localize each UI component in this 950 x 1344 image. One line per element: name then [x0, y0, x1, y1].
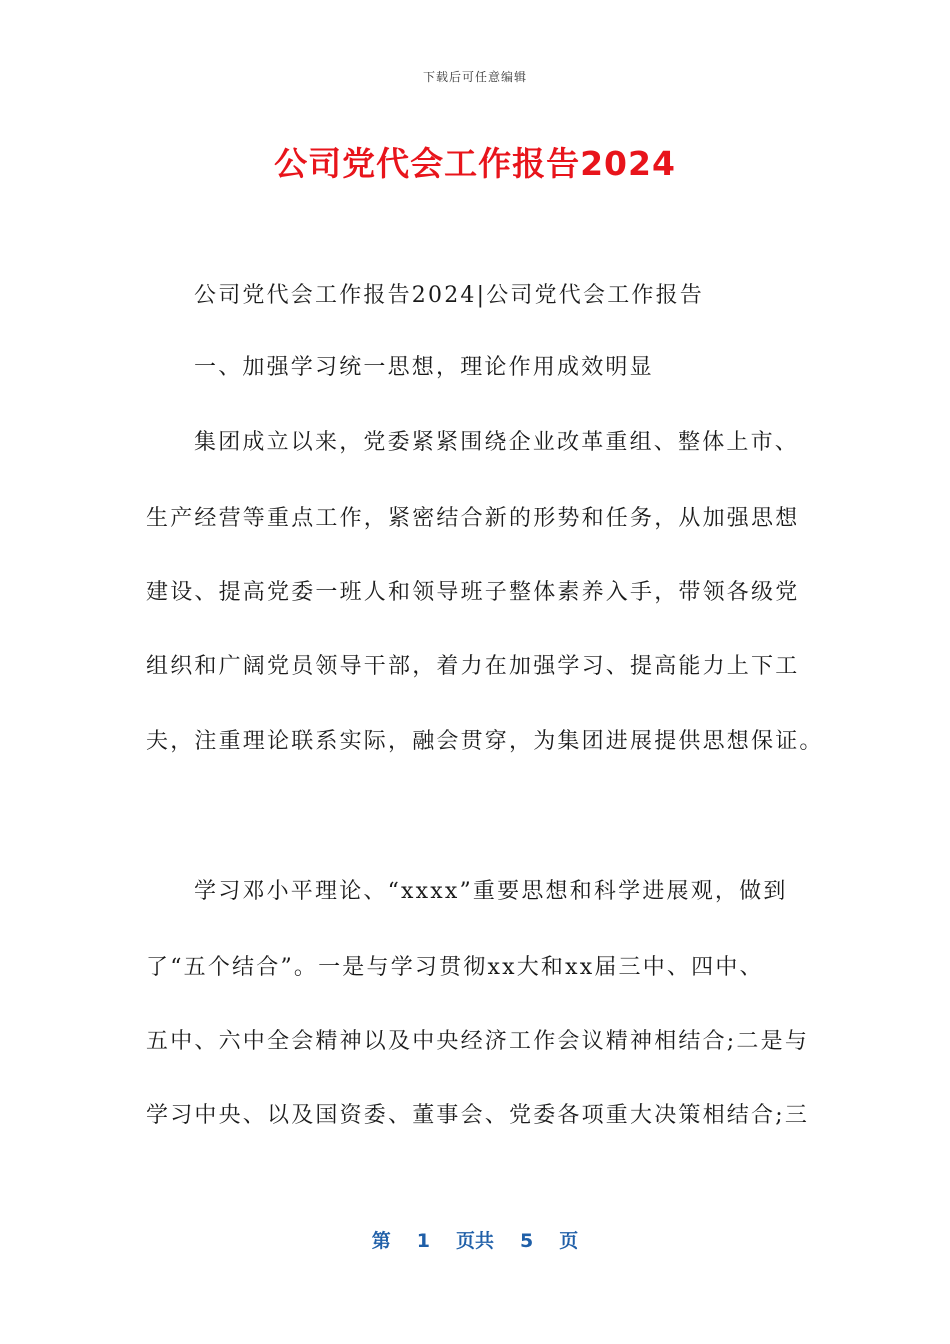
page-footer — [0, 1226, 950, 1253]
page-suffix: 页 — [559, 1230, 579, 1252]
paragraph-line: 集团成立以来，党委紧紧围绕企业改革重组、整体上市、 — [194, 430, 800, 455]
header-note: 下载后可任意编辑 — [422, 70, 527, 84]
document-title: 公司党代会工作报告2024 — [274, 144, 676, 183]
current-page-number: 1 — [416, 1230, 430, 1252]
paragraph-line: 生产经营等重点工作，紧密结合新的形势和任务，从加强思想 — [146, 506, 800, 531]
total-pages-number: 5 — [520, 1230, 534, 1252]
paragraph-line: 建设、提高党委一班人和领导班子整体素养入手，带领各级党 — [146, 580, 800, 605]
page-prefix: 第 — [371, 1230, 391, 1252]
paragraph-line: 组织和广阔党员领导干部，着力在加强学习、提高能力上下工 — [146, 654, 800, 679]
paragraph-line: 夫，注重理论联系实际，融会贯穿，为集团进展提供思想保证。 — [146, 729, 824, 754]
paragraph-line: 学习邓小平理论、“xxxx”重要思想和科学进展观，做到 — [194, 879, 788, 904]
paragraph-line: 五中、六中全会精神以及中央经济工作会议精神相结合;二是与 — [146, 1029, 810, 1054]
page-middle: 页共 — [455, 1230, 494, 1252]
document-line-subtitle: 公司党代会工作报告2024|公司党代会工作报告 — [194, 283, 705, 308]
paragraph-line: 了“五个结合”。一是与学习贯彻xx大和xx届三中、四中、 — [146, 955, 764, 980]
section-heading: 一、加强学习统一思想，理论作用成效明显 — [194, 355, 654, 380]
paragraph-line: 学习中央、以及国资委、董事会、党委各项重大决策相结合;三 — [146, 1103, 810, 1128]
